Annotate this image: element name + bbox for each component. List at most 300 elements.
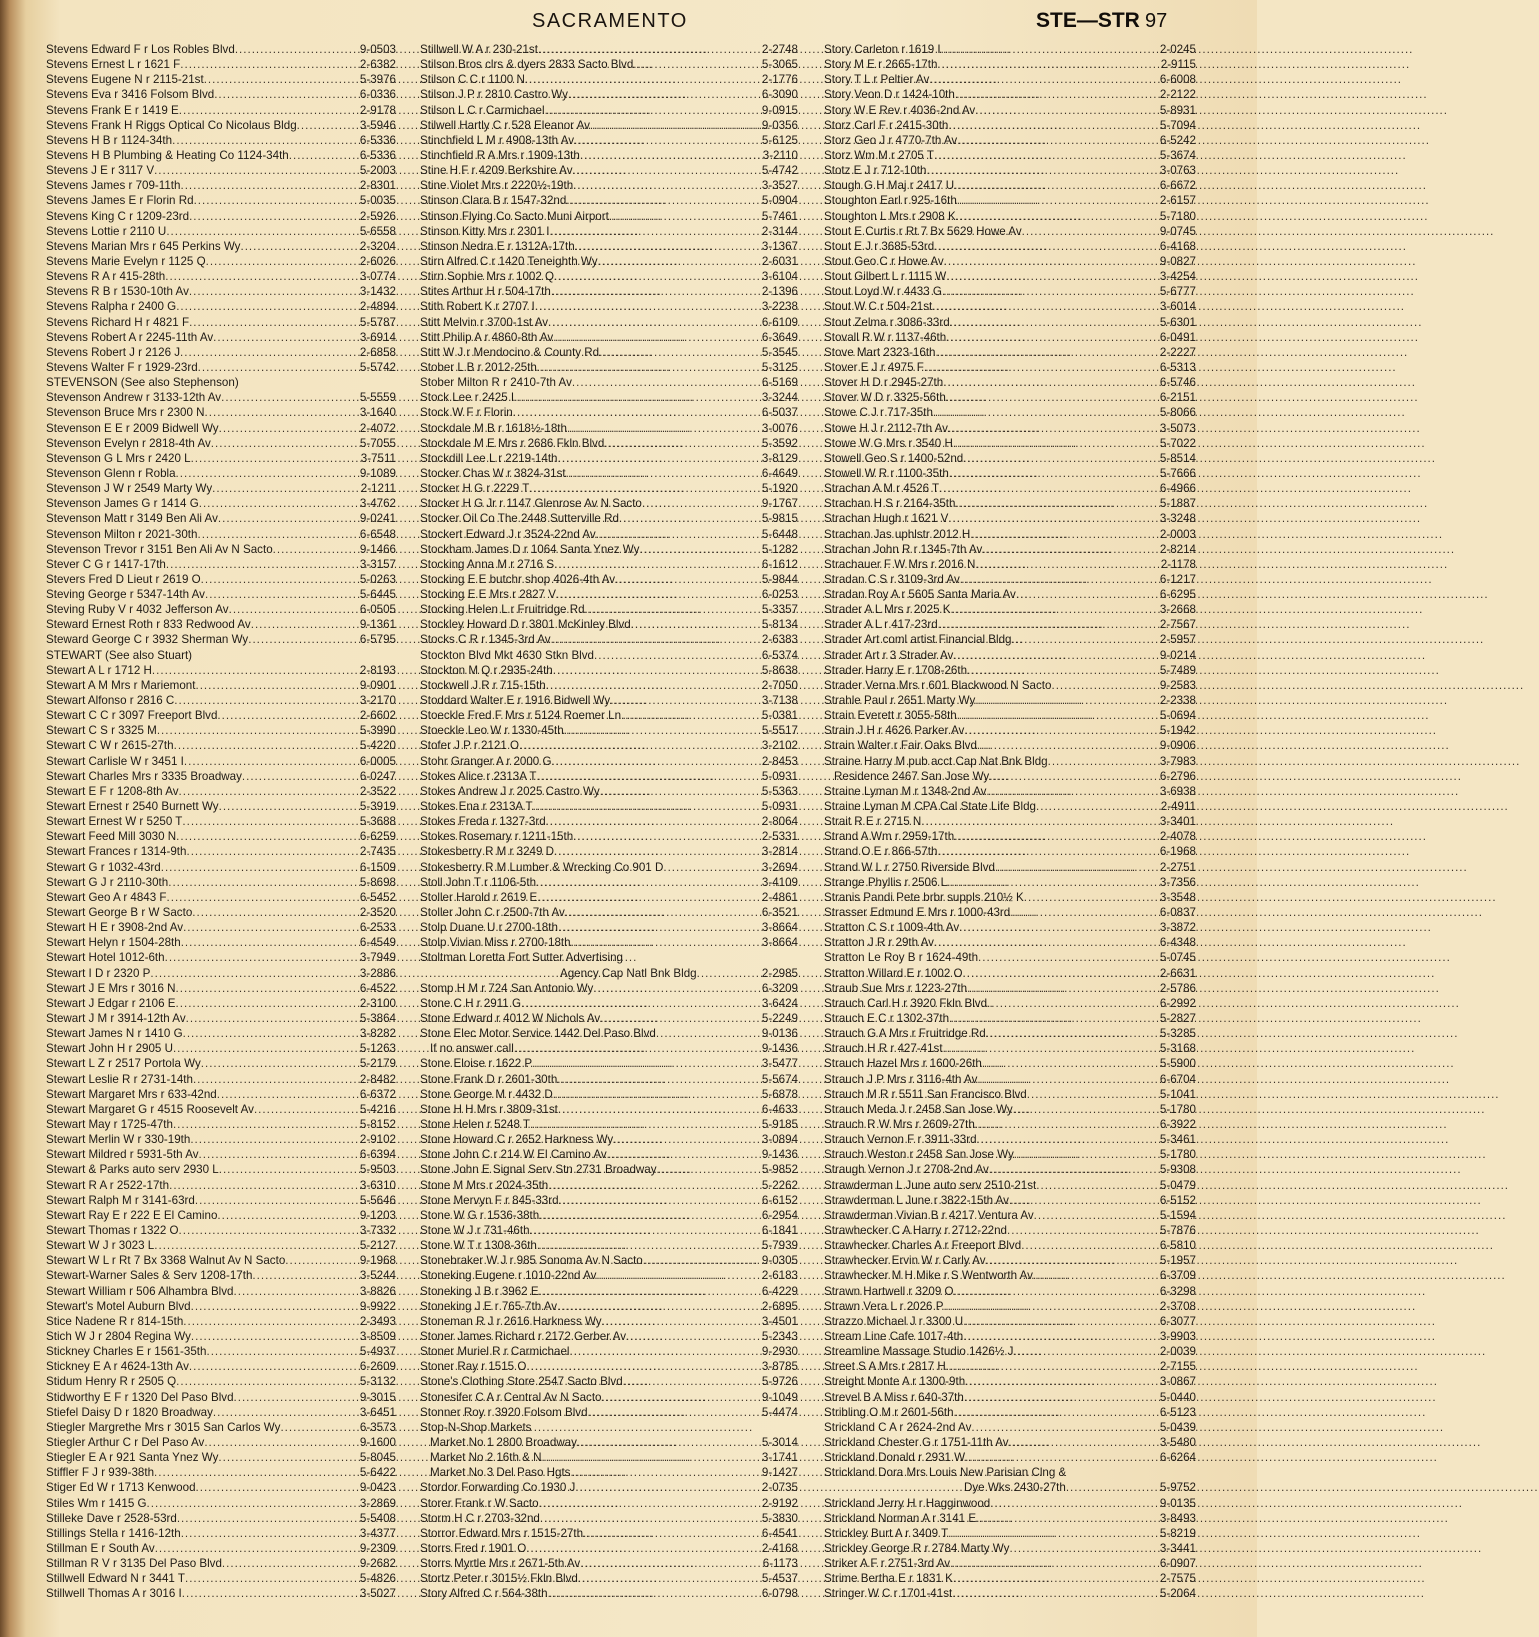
listing-name: Stewart Margaret G r 4515 Roosevelt Av: [46, 1102, 254, 1116]
listing-entry: [46, 1405, 396, 1420]
listing-entry: [824, 723, 1196, 738]
phone-number: 3-9903: [1159, 1329, 1196, 1343]
phone-number: 5-6777: [1159, 285, 1196, 299]
listing-name: Strazzo Michael J r 3300 U: [824, 1314, 964, 1328]
dot-leader: [179, 103, 359, 118]
phone-number: 5-4826: [359, 1572, 396, 1586]
listing-name: Market No 2 16th & N: [430, 1451, 542, 1465]
listing-entry: [420, 905, 798, 920]
listing-name: Stewart Alfonso r 2816 C: [46, 694, 175, 708]
listing-name: Stokes Ena r 2313A T: [420, 800, 533, 814]
listing-name: Stolp Duane U r 2700-18th: [420, 921, 558, 935]
phone-number: 5-2262: [761, 1178, 798, 1192]
listing-entry: [46, 315, 396, 330]
listing-name: Story Veon D r 1424-10th: [824, 88, 955, 102]
listing-name: Strain J H r 4626 Parker Av: [824, 724, 965, 738]
listing-entry: [420, 163, 798, 178]
dot-leader: [956, 209, 1159, 224]
listing-entry: [420, 738, 798, 753]
listing-name: Straub Sue Mrs r 1223-27th: [824, 981, 968, 995]
dot-leader: [975, 557, 1159, 572]
dot-leader: [551, 632, 761, 647]
listing-name: Stone John C r 214 W El Camino Av: [420, 1148, 607, 1162]
listing-entry: [420, 1314, 798, 1329]
listing-entry: [824, 1268, 1196, 1283]
listing-entry: [420, 678, 798, 693]
dot-leader: [251, 617, 359, 632]
listing-entry: [420, 920, 798, 935]
listing-name: Stevens Ernest L r 1621 F: [46, 58, 181, 72]
phone-number: 2-5926: [359, 209, 396, 223]
dot-leader: [583, 1526, 761, 1541]
page-number: 97: [1145, 10, 1168, 32]
listing-entry: [824, 1102, 1196, 1117]
phone-number: 3-2110: [762, 148, 798, 162]
phone-number: 6-2796: [1159, 769, 1196, 783]
listing-name: Stinson Flying Co Sacto Muni Airport: [420, 209, 609, 223]
listing-entry: [420, 1117, 798, 1132]
listing-name: Stoner James Richard r 2172 Gerber Av: [420, 1329, 626, 1343]
phone-number: 3-7983: [1159, 754, 1196, 768]
dot-leader: [957, 133, 1159, 148]
dot-leader: [553, 1087, 761, 1102]
dot-leader: [195, 1193, 359, 1208]
listing-name: Stocker H G r 2229 T: [420, 482, 530, 496]
dot-leader: [963, 1314, 1159, 1329]
dot-leader: [535, 299, 761, 314]
listing-name: Stout E J r 3685-53rd: [824, 239, 935, 253]
phone-number: 2-6895: [761, 1299, 798, 1313]
dot-leader: [219, 1162, 359, 1177]
listing-entry: [824, 542, 1196, 557]
listing-name: Strauch Vernon F r 3911-33rd: [824, 1133, 977, 1147]
dot-leader: [942, 284, 1159, 299]
listing-entry: [46, 103, 396, 118]
phone-number: 6-0907: [1159, 1557, 1196, 1571]
phone-number: 2-5957: [1159, 633, 1196, 647]
listing-name: Strader A L Mrs r 2025 K: [824, 603, 951, 617]
listing-entry: [420, 527, 798, 542]
listing-entry: [824, 769, 1196, 784]
dot-leader: [960, 572, 1159, 587]
dot-leader: [558, 920, 761, 935]
listing-name: Storz Carl F r 2415-30th: [824, 118, 949, 132]
dot-leader: [934, 935, 1159, 950]
phone-number: 3-2886: [359, 966, 396, 980]
listing-name: Stewart William r 506 Alhambra Blvd: [46, 1284, 234, 1298]
dot-leader: [1009, 1541, 1158, 1556]
dot-leader: [205, 405, 359, 420]
listing-entry: [46, 632, 396, 647]
dot-leader: [977, 1072, 1159, 1087]
listing-name: Stone W G r 1536-38th: [420, 1208, 540, 1222]
phone-number: 5-2249: [761, 1012, 798, 1025]
dot-leader: [954, 829, 1159, 844]
dot-leader: [198, 360, 359, 375]
dot-leader: [921, 814, 1159, 829]
listing-entry: [824, 1041, 1196, 1056]
listing-name: Strauch E C r 1302-37th: [824, 1012, 950, 1025]
listing-name: Stoughton Earl r 925-16th: [824, 194, 957, 208]
dot-leader: [934, 239, 1159, 254]
listing-name: Stillman R V r 3135 Del Paso Blvd: [46, 1557, 222, 1571]
listing-name: Stitt W J r Mendocino & County Rd: [420, 345, 600, 359]
listing-entry: [46, 1435, 396, 1450]
dot-leader: [952, 1586, 1159, 1601]
listing-entry: [420, 390, 798, 405]
listing-name: Agency Cap Natl Bnk Bldg: [560, 966, 697, 980]
listing-entry: [420, 693, 798, 708]
phone-number: 9-0745: [1159, 224, 1196, 238]
listing-name: Stockdill Lee L r 2219-14th: [420, 451, 558, 465]
listing-name: Strawhecker C A Harry r 2712-22nd: [824, 1223, 1008, 1237]
phone-number: 2-7050: [761, 678, 798, 692]
phone-number: 3-2170: [359, 694, 396, 708]
listing-entry: [824, 1511, 1196, 1526]
listing-entry: [824, 299, 1196, 314]
listing-name: Stock W F r Florin: [420, 406, 513, 420]
dot-leader: [559, 1193, 761, 1208]
listing-name: Stokes Rosemary r 1211-15th: [420, 830, 574, 844]
listing-entry: [824, 738, 1196, 753]
dot-leader: [955, 496, 1158, 511]
phone-number: 3-2238: [761, 300, 798, 314]
dot-leader: [234, 1284, 359, 1299]
dot-leader: [530, 1223, 761, 1238]
listing-entry: [46, 1465, 396, 1480]
phone-number: 3-3244: [761, 391, 798, 405]
listing-name: Stith Robert K r 2707 I: [420, 300, 535, 314]
phone-number: 6-3709: [1159, 1269, 1196, 1283]
dot-leader: [578, 1571, 761, 1586]
dot-leader: [609, 209, 761, 224]
listing-entry: [824, 1011, 1196, 1026]
listing-entry: [46, 860, 396, 875]
listing-name: Stratton J R r 29th Av: [824, 936, 934, 950]
listing-entry: [46, 345, 396, 360]
dot-leader: [554, 269, 761, 284]
dot-leader: [205, 587, 359, 602]
listing-entry: [824, 1026, 1196, 1041]
phone-number: 5-0931: [761, 800, 798, 814]
dot-leader: [525, 72, 761, 87]
phone-number: 5-3864: [359, 1012, 396, 1025]
dot-leader: [946, 390, 1159, 405]
dot-leader: [217, 1087, 359, 1102]
listing-name: Stone Howard C r 2652 Harkness Wy: [420, 1133, 614, 1147]
phone-number: 3-5946: [359, 118, 396, 132]
phone-number: 5-3285: [1159, 1027, 1196, 1041]
phone-number: 6-0336: [359, 88, 396, 102]
dot-leader: [639, 542, 760, 557]
listing-entry: [824, 920, 1196, 935]
dot-leader: [532, 1056, 761, 1071]
listing-name: Straine Lyman M r 1348-2nd Av: [824, 784, 987, 798]
listing-name: Stevens Frank H Riggs Optical Co Nicolaus Bldg: [46, 118, 297, 132]
dot-leader: [575, 239, 761, 254]
listing-name: Stevens Lottie r 2110 U: [46, 224, 167, 238]
phone-number: 5-7939: [761, 1239, 798, 1253]
listing-entry: [46, 527, 396, 542]
listing-entry: [824, 1359, 1196, 1374]
dot-leader: [1021, 1238, 1159, 1253]
listing-entry: [46, 1178, 396, 1193]
listing-entry: [420, 542, 798, 557]
phone-number: 5-0440: [1159, 1390, 1196, 1404]
dot-leader: [526, 1359, 761, 1374]
listing-entry: [46, 920, 396, 935]
listing-entry: [46, 511, 396, 526]
listing-name: Stockdale M B r 1618½-18th: [420, 421, 567, 435]
dot-leader: [548, 1586, 761, 1601]
listing-entry: [420, 1041, 798, 1056]
listing-name: Stewart Feed Mill 3030 N: [46, 830, 177, 844]
dot-leader: [1009, 1435, 1159, 1450]
phone-number: 3-4109: [761, 875, 798, 889]
dot-leader: [593, 981, 761, 996]
dot-leader: [939, 481, 1159, 496]
listing-name: Stevens J E r 3117 V: [46, 164, 155, 178]
listing-entry: [420, 1329, 798, 1344]
listing-name: Stockham James D r 1064 Santa Ynez Wy: [420, 542, 640, 556]
dot-leader: [1066, 1480, 1159, 1495]
listing-entry: [824, 360, 1196, 375]
phone-number: 2-6382: [359, 58, 396, 72]
dot-leader: [986, 1026, 1159, 1041]
phone-number: 5-8698: [359, 875, 396, 889]
listing-entry: [824, 1435, 1196, 1450]
listing-name: Stewart Helyn r 1504-28th: [46, 936, 181, 950]
phone-number: 9-0503: [359, 43, 396, 56]
listing-entry: [46, 1056, 396, 1071]
dot-leader: [934, 148, 1159, 163]
phone-number: 5-6558: [359, 224, 396, 238]
listing-entry: [420, 299, 798, 314]
dot-leader: [642, 496, 761, 511]
phone-number: 3-5477: [761, 1057, 798, 1071]
listing-name: Strauch R W Mrs r 2609-27th: [824, 1117, 975, 1131]
listing-entry: [46, 375, 396, 390]
phone-number: 5-4537: [761, 1572, 798, 1586]
phone-number: 9-2930: [761, 1345, 798, 1359]
dot-leader: [191, 451, 360, 466]
listing-entry: [46, 405, 396, 420]
phone-number: 2-3493: [359, 1314, 396, 1328]
phone-number: 5-5674: [761, 1072, 798, 1086]
phone-number: 2-2338: [1159, 694, 1196, 708]
listing-name: Stewart I D r 2320 P: [46, 966, 151, 980]
phone-number: 2-4911: [1160, 800, 1196, 814]
phone-number: 6-0005: [359, 754, 396, 768]
dot-leader: [976, 1511, 1159, 1526]
dot-leader: [537, 890, 761, 905]
dot-leader: [594, 648, 761, 663]
phone-number: 5-3545: [761, 345, 798, 359]
listing-name: Stock Lee r 2425 I: [420, 391, 515, 405]
listing-entry: [824, 1405, 1196, 1420]
dot-leader: [189, 1359, 359, 1374]
listing-name: Strahle Paul r 2651 Marty Wy: [824, 694, 976, 708]
dot-leader: [596, 1268, 760, 1283]
listing-entry: [824, 981, 1196, 996]
listing-name: Stomp H M r 724 San Antonio Wy: [420, 981, 594, 995]
dot-leader: [548, 315, 761, 330]
listing-name: Stone Frank D r 2601-30th: [420, 1072, 558, 1086]
phone-number: 6-6672: [1159, 179, 1196, 193]
listing-name: Stewart E F r 1208-8th Av: [46, 784, 179, 798]
listing-name: Stewart May r 1725-47th: [46, 1117, 173, 1131]
phone-number: 6-1841: [761, 1223, 798, 1237]
phone-number: 3-7511: [360, 451, 396, 465]
phone-number: 5-7055: [359, 436, 396, 450]
phone-number: 6-6548: [359, 527, 396, 541]
listing-name: Streamline Massage Studio 1426½ J: [824, 1345, 1014, 1359]
listing-entry: [420, 330, 798, 345]
phone-number: 6-1217: [1159, 572, 1196, 586]
phone-number: 6-3573: [359, 1420, 396, 1434]
phone-number: 2-6031: [761, 254, 798, 268]
dot-leader: [172, 133, 359, 148]
dot-leader: [990, 1496, 1159, 1511]
listing-entry: [420, 315, 798, 330]
listing-entry: [46, 1026, 396, 1041]
phone-number: 2-6602: [359, 709, 396, 723]
listing-entry: [46, 844, 396, 859]
listing-name: Stout Zelma r 3086-33rd: [824, 315, 950, 329]
dot-leader: [197, 527, 358, 542]
listing-entry: [46, 738, 396, 753]
listing-entry: [824, 1496, 1196, 1511]
phone-number: 5-0745: [1159, 951, 1196, 965]
phone-number: 6-4966: [1159, 482, 1196, 496]
phone-number: 2-6631: [1159, 966, 1196, 980]
listing-entry: [824, 844, 1196, 859]
listing-entry: [824, 315, 1196, 330]
phone-number: 2-7575: [1159, 1572, 1196, 1586]
listing-entry: [46, 678, 396, 693]
listing-name: Strickland Dora Mrs Louis New Parisian Clng &: [824, 1466, 1067, 1480]
listing-entry: [420, 1420, 798, 1435]
listing-name: Strickley Burt A r 3409 T: [824, 1526, 949, 1540]
listing-name: Strachan Hugh r 1621 V: [824, 512, 949, 526]
listing-entry: [46, 42, 396, 57]
dot-leader: [557, 1072, 761, 1087]
phone-number: 2-1178: [1160, 557, 1196, 571]
phone-number: 5-1282: [761, 542, 798, 556]
listing-entry: [420, 375, 798, 390]
listing-name: Storror Edward Mrs r 1515-27th: [420, 1526, 584, 1540]
listing-name: Stowe H J r 2112-7th Av: [824, 421, 948, 435]
listing-name: Stewart James N r 1410 G: [46, 1027, 183, 1041]
listing-entry: [420, 103, 798, 118]
dot-leader: [967, 981, 1159, 996]
listing-name: Stocking Anna M r 2716 S: [420, 557, 555, 571]
dot-leader: [971, 1420, 1159, 1435]
listing-entry: [46, 1359, 396, 1374]
phone-number: 6-5123: [1159, 1405, 1196, 1419]
listing-name: Stoneking Eugene r 1010-22nd Av: [420, 1269, 597, 1283]
phone-number: 5-8152: [359, 1117, 396, 1131]
listing-name: Stocks C R r 1345-3rd Av: [420, 633, 551, 647]
phone-number: 3-0076: [761, 421, 798, 435]
listing-entry: [420, 284, 798, 299]
listing-name: Stillman E r South Av: [46, 1541, 155, 1555]
listing-entry: [46, 829, 396, 844]
listing-entry: [420, 1162, 798, 1177]
phone-number: 2-0245: [1159, 43, 1196, 56]
phone-number: 6-6152: [761, 1193, 798, 1207]
listing-entry: [824, 345, 1196, 360]
phone-number: 9-0305: [761, 1254, 798, 1268]
listing-name: Stevenson E E r 2009 Bidwell Wy: [46, 421, 219, 435]
phone-number: 2-3522: [359, 784, 396, 798]
dot-leader: [193, 1072, 359, 1087]
dot-leader: [946, 330, 1159, 345]
listing-name: Stevens Marian Mrs r 645 Perkins Wy: [46, 239, 241, 253]
listing-name: Stoughton L Mrs r 2908 K: [824, 209, 956, 223]
listing-entry: [46, 299, 396, 314]
listing-name: Stover E J r 4975 F: [824, 360, 924, 374]
listing-name: Stofer J P r 2121 O: [420, 739, 520, 753]
phone-number: 9-1089: [359, 466, 396, 480]
dot-leader: [1027, 1087, 1159, 1102]
dot-leader: [536, 769, 760, 784]
listing-entry: [46, 1586, 396, 1601]
listing-name: Stokes Freda r 1327-3rd: [420, 815, 546, 829]
listing-name: Stewart J E Mrs r 3016 N: [46, 981, 176, 995]
phone-number: 6-2609: [359, 1360, 396, 1374]
dot-leader: [602, 1390, 761, 1405]
phone-number: 6-5452: [359, 890, 396, 904]
dot-leader: [199, 496, 359, 511]
listing-name: Stitt Melvin r 3700-1st Av: [420, 315, 549, 329]
dot-leader: [536, 875, 761, 890]
dot-leader: [953, 436, 1159, 451]
dot-leader: [176, 299, 359, 314]
phone-number: 5-3125: [761, 360, 798, 374]
listing-name: Stillings Stella r 1416-12th: [46, 1526, 181, 1540]
phone-number: 9-1600: [359, 1435, 396, 1449]
listing-name: Strawn Vera L r 2026 P: [824, 1299, 944, 1313]
listing-entry: [420, 814, 798, 829]
listing-name: Stevenson Bruce Mrs r 2300 N: [46, 406, 205, 420]
listing-name: Stiles Wm r 1415 G: [46, 1496, 147, 1510]
listing-name: Stewart Ernest r 2540 Burnett Wy: [46, 800, 219, 814]
listing-entry: [420, 966, 798, 981]
dot-leader: [947, 875, 1159, 890]
listing-entry: [46, 1072, 396, 1087]
phone-number: 5-4220: [359, 739, 396, 753]
listing-entry: [824, 284, 1196, 299]
listing-name: Stone Mervyn F r 845-33rd: [420, 1193, 559, 1207]
listing-entry: [46, 663, 396, 678]
listing-entry: [824, 1223, 1196, 1238]
listing-entry: [420, 511, 798, 526]
listing-entry: [824, 330, 1196, 345]
phone-number: 5-4216: [359, 1102, 396, 1116]
dot-leader: [204, 1435, 359, 1450]
phone-number: 5-4937: [359, 1345, 396, 1359]
listing-entry: [420, 1253, 798, 1268]
listing-name: Stove Mart 2323-16th: [824, 345, 936, 359]
phone-number: 2-7155: [1159, 1360, 1196, 1374]
dot-leader: [240, 239, 358, 254]
phone-number: 2-9192: [761, 1496, 798, 1510]
listing-entry: [420, 1541, 798, 1556]
listing-entry: [420, 1132, 798, 1147]
listing-entry: [420, 269, 798, 284]
listing-column-3: [824, 42, 1196, 1601]
